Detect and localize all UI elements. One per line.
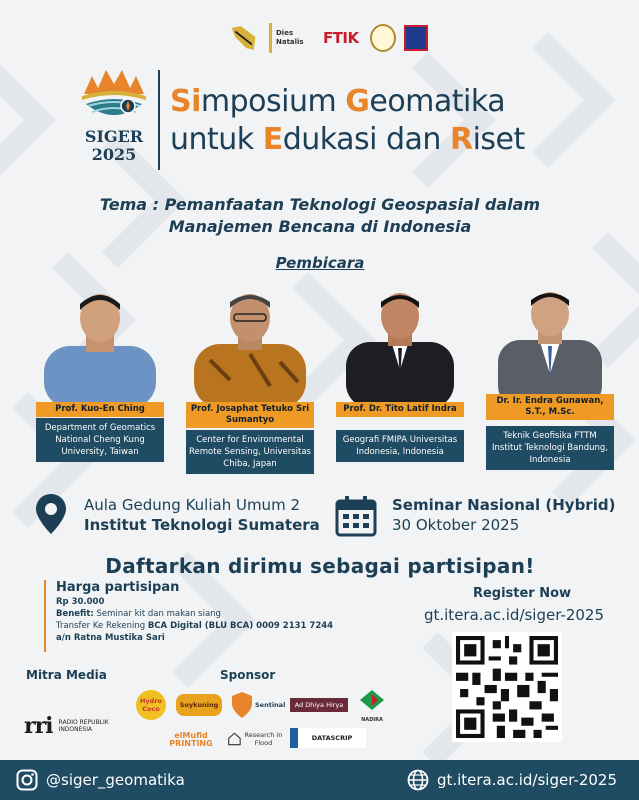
venue-institution: Institut Teknologi Sumatera — [84, 516, 320, 534]
university-seal-icon — [370, 24, 396, 52]
transfer-text: Transfer Ke Rekening — [56, 621, 146, 631]
shield-icon — [232, 692, 252, 718]
sponsor-logo: Hydro Coco — [136, 690, 166, 720]
speaker-name: Prof. Dr. Tito Latif Indra — [336, 402, 464, 417]
speaker-card — [30, 290, 170, 490]
fee-title: Harga partisipan — [56, 580, 180, 595]
fee-benefit — [56, 608, 424, 620]
siger-year: 2025 — [91, 145, 137, 164]
registration-qr-code[interactable] — [452, 632, 562, 742]
sponsor-name: Sentinal — [255, 701, 286, 709]
title-text: eomatika — [369, 84, 506, 119]
participant-fee-info — [44, 580, 424, 652]
title-accent: R — [449, 122, 473, 157]
register-link[interactable]: gt.itera.ac.id/siger-2025 — [423, 606, 605, 624]
title-text: iset — [472, 122, 525, 157]
siger-name: SIGER — [84, 127, 144, 146]
institution-logos — [228, 20, 428, 56]
speaker-affiliation: Teknik Geofisika FTTM Institut Teknologi Bandung, Indonesia — [486, 426, 614, 470]
rri-logo — [24, 706, 134, 746]
lampung-map-icon — [228, 23, 261, 53]
speaker-photo — [30, 290, 170, 408]
sponsor-logo — [232, 690, 288, 720]
calendar-icon — [334, 494, 378, 538]
benefit-label: Benefit: — [56, 609, 94, 619]
transfer-bank: BCA Digital (BLU BCA) 0009 2131 7244 — [147, 621, 334, 631]
title-accent: E — [262, 122, 283, 157]
fee-price: Rp 30.000 — [56, 597, 105, 607]
speaker-photo — [480, 290, 620, 408]
event-format: Seminar Nasional (Hybrid) — [392, 496, 616, 514]
title-text: mposium — [200, 84, 346, 119]
title-accent: Si — [170, 84, 201, 119]
faculty-emblem-icon — [404, 25, 428, 51]
event-title-line1 — [170, 84, 610, 119]
registration-call-to-action: Daftarkan dirimu sebagai partisipan! — [105, 554, 535, 578]
website-text: gt.itera.ac.id/siger-2025 — [436, 771, 617, 789]
speaker-photo — [180, 290, 320, 408]
event-theme — [40, 194, 600, 238]
fee-transfer — [56, 620, 424, 632]
siger-wordmark — [76, 128, 152, 164]
website-link[interactable] — [407, 769, 617, 791]
title-text: untuk — [170, 122, 263, 157]
sponsor-logo: Soykuning — [176, 694, 222, 716]
sponsor-logo — [358, 688, 386, 722]
siger-crown-logo — [78, 66, 150, 126]
speaker-photo — [330, 290, 470, 408]
speaker-card — [330, 290, 470, 490]
venue-hall: Aula Gedung Kuliah Umum 2 — [84, 496, 300, 514]
account-name: a/n Ratna Mustika Sari — [56, 633, 165, 643]
sponsor-logo: elMufid PRINTING — [169, 731, 213, 748]
sponsor-logo: Ad Dhiya Hirya — [290, 698, 348, 712]
ftik-logo: FTIK — [322, 29, 359, 47]
dies-natalis-logo: Dies Natalis — [269, 23, 312, 53]
house-icon — [228, 729, 241, 749]
event-title-line2 — [170, 122, 610, 157]
title-text: dukasi dan — [282, 122, 450, 157]
title-accent: G — [345, 84, 370, 119]
speaker-card — [180, 290, 320, 490]
speakers-heading: Pembicara — [275, 254, 365, 272]
sponsor-name: Research in Flood — [244, 731, 283, 747]
rri-text: RADIO REPUBLIK INDONESIA — [58, 719, 109, 733]
theme-line2: Manajemen Bencana di Indonesia — [168, 217, 472, 236]
speaker-name: Dr. Ir. Endra Gunawan, S.T., M.Sc. — [486, 394, 614, 420]
rri-mark: rri — [24, 713, 53, 739]
sponsor-logo: DATASCRIP — [290, 728, 366, 748]
map-pin-icon — [36, 494, 66, 534]
instagram-handle[interactable] — [16, 769, 185, 791]
speaker-name: Prof. Kuo-En Ching — [36, 402, 164, 417]
speaker-affiliation: Department of Geomatics National Cheng Kung University, Taiwan — [36, 418, 164, 462]
title-divider — [158, 70, 160, 170]
event-date: 30 Oktober 2025 — [392, 516, 520, 534]
sponsor-heading: Sponsor — [220, 668, 276, 682]
theme-line1: Tema : Pemanfaatan Teknologi Geospasial dalam — [99, 195, 541, 214]
register-heading: Register Now — [472, 586, 572, 601]
footer-bar — [0, 760, 639, 800]
media-partner-heading: Mitra Media — [26, 668, 107, 682]
sponsor-name: NADIRA — [361, 717, 383, 723]
benefit-text: Seminar kit dan makan siang — [96, 609, 221, 619]
speaker-affiliation: Center for Environmental Remote Sensing, Universitas Chiba, Japan — [186, 430, 314, 474]
speaker-name: Prof. Josaphat Tetuko Sri Sumantyo — [186, 402, 314, 428]
speaker-affiliation: Geografi FMIPA Universitas Indonesia, Indonesia — [336, 430, 464, 462]
sponsor-logo — [228, 726, 284, 752]
instagram-text: @siger_geomatika — [46, 771, 185, 789]
instagram-icon — [16, 769, 38, 791]
globe-icon — [407, 769, 429, 791]
nadira-mark-icon — [358, 688, 386, 712]
speaker-card — [480, 290, 620, 490]
